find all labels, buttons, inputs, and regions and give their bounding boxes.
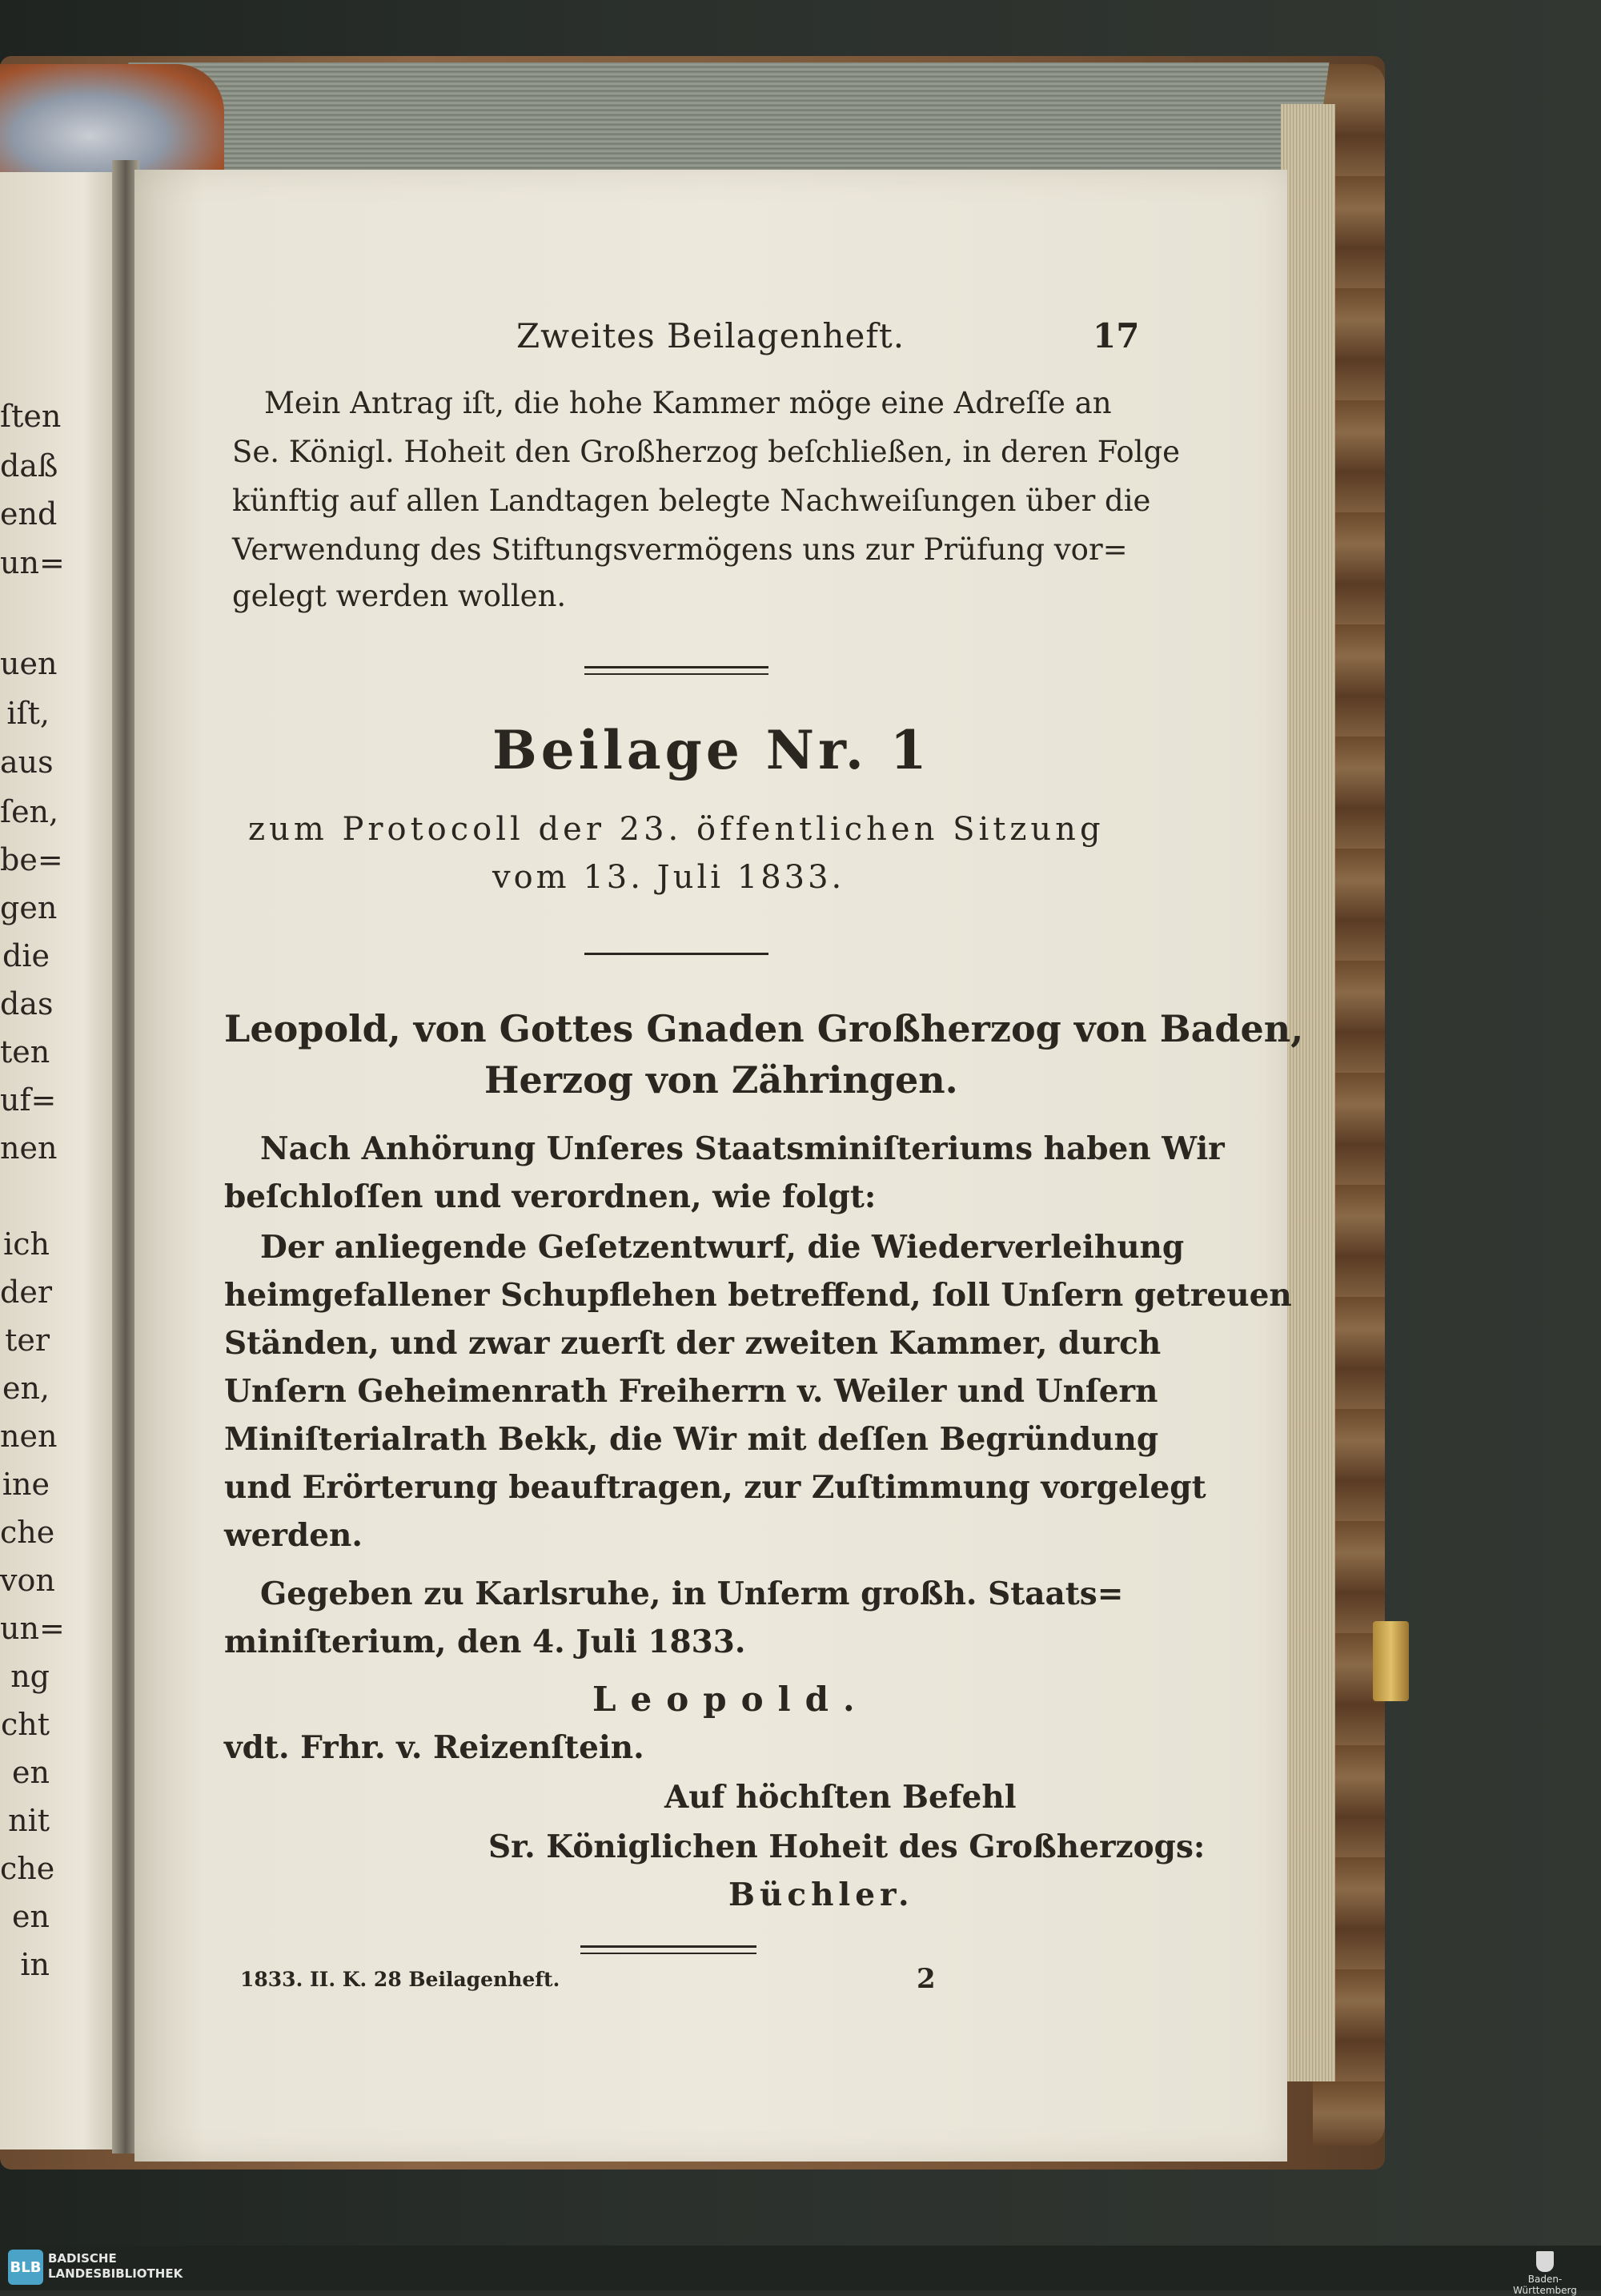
body-line: Nach Anhörung Unſeres Staatsminiſteriums haben Wir xyxy=(260,1130,1225,1167)
countersign: vdt. Frhr. v. Reizenſtein. xyxy=(224,1729,644,1766)
supplement-title: Beilage Nr. 1 xyxy=(492,719,931,781)
library-logo[interactable]: BLB xyxy=(8,2250,43,2285)
section-divider xyxy=(584,666,768,675)
left-page-fragment: be= xyxy=(0,842,63,877)
left-page-fragment: un= xyxy=(0,1611,65,1646)
left-page-fragment: en xyxy=(12,1899,50,1934)
left-page-fragment: ſen, xyxy=(0,794,59,829)
clasp xyxy=(1373,1621,1409,1701)
order-line: Sr. Königlichen Hoheit des Großherzogs: xyxy=(488,1828,1206,1865)
page-block-side-edge xyxy=(1281,104,1335,2081)
left-page-fragment: ſten xyxy=(0,399,62,434)
crest-icon xyxy=(1536,2251,1554,2272)
left-page-fragment: ng xyxy=(10,1659,50,1694)
order-line: Auf höchſten Befehl xyxy=(664,1779,1017,1816)
partner-label: Baden-Württemberg xyxy=(1513,2274,1577,2296)
left-page-fragment: nen xyxy=(0,1419,58,1454)
left-page-fragment: ich xyxy=(3,1226,50,1262)
viewer-footer xyxy=(0,2246,1601,2290)
left-page-fragment: uen xyxy=(0,646,58,681)
left-page-fragment: nen xyxy=(0,1130,58,1166)
left-page-fragment: che xyxy=(0,1851,55,1886)
decree-head: Leopold, von Gottes Gnaden Großherzog von Baden, xyxy=(224,1007,1304,1050)
left-page-fragment: gen xyxy=(0,890,58,925)
secretary: Büchler. xyxy=(728,1877,914,1913)
intro-line: Verwendung des Stiftungsvermögens uns zur Prüfung vor= xyxy=(232,532,1128,567)
body-line: Unſern Geheimenrath Freiherrn v. Weiler und Unſern xyxy=(224,1373,1158,1410)
left-page-fragment: die xyxy=(2,938,50,973)
given-line: Gegeben zu Karlsruhe, in Unſerm großh. Staats= xyxy=(260,1575,1124,1612)
left-page-fragment: das xyxy=(0,986,54,1022)
body-line: beſchloſſen und verordnen, wie folgt: xyxy=(224,1178,877,1215)
left-page-fragment: daß xyxy=(0,448,58,484)
intro-line: künftig auf allen Landtagen belegte Nachweiſungen über die xyxy=(232,484,1151,518)
footer-sheet-number: 2 xyxy=(917,1963,936,1995)
library-name xyxy=(48,2251,183,2282)
body-line: Miniſterialrath Bekk, die Wir mit deſſen Begründung xyxy=(224,1421,1159,1458)
intro-line: Se. Königl. Hoheit den Großherzog beſchließen, in deren Folge xyxy=(232,435,1181,469)
left-page-fragment: aus xyxy=(0,745,54,780)
left-page-fragment: che xyxy=(0,1515,55,1550)
title-rule xyxy=(584,953,768,955)
decree-head: Herzog von Zähringen. xyxy=(484,1058,958,1102)
subtitle-line: zum Protocoll der 23. öffentlichen Sitzung xyxy=(248,811,1105,848)
left-page-fragment: ter xyxy=(5,1323,50,1358)
page-number: 17 xyxy=(1093,316,1140,355)
intro-line: gelegt werden wollen. xyxy=(232,579,567,613)
left-page xyxy=(0,172,118,2149)
partner-logo[interactable] xyxy=(1497,2251,1593,2296)
intro-line: Mein Antrag iſt, die hohe Kammer möge eine Adreſſe an xyxy=(264,386,1112,420)
left-page-fragment: en xyxy=(12,1755,50,1790)
left-page-fragment: cht xyxy=(0,1707,50,1742)
subtitle-line: vom 13. Juli 1833. xyxy=(492,859,845,896)
left-page-fragment: ine xyxy=(2,1467,50,1502)
left-page-fragment: iſt, xyxy=(6,696,50,731)
body-line: Ständen, und zwar zuerſt der zweiten Kammer, durch xyxy=(224,1325,1162,1362)
body-line: heimgefallener Schupflehen betreffend, ſoll Unſern getreuen xyxy=(224,1277,1292,1314)
given-line: miniſterium, den 4. Juli 1833. xyxy=(224,1624,746,1660)
running-head: Zweites Beilagenheft. xyxy=(516,316,905,355)
body-line: Der anliegende Geſetzentwurf, die Wiederverleihung xyxy=(260,1229,1185,1266)
footer-divider xyxy=(580,1945,756,1954)
left-page-fragment: un= xyxy=(0,545,65,580)
library-name-line: BADISCHE xyxy=(48,2251,117,2266)
left-page-fragment: end xyxy=(0,496,58,532)
body-line: werden. xyxy=(224,1517,363,1554)
left-page-fragment: in xyxy=(20,1947,50,1982)
left-page-fragment: ten xyxy=(0,1034,50,1070)
body-line: und Erörterung beauftragen, zur Zuſtimmung vorgelegt xyxy=(224,1469,1206,1506)
page-block-top-edge xyxy=(111,62,1329,183)
left-page-fragment: en, xyxy=(2,1371,50,1406)
footer-signature-line: 1833. II. K. 28 Beilagenheft. xyxy=(240,1968,560,1991)
left-page-fragment: uf= xyxy=(0,1082,57,1118)
left-page-fragment: von xyxy=(0,1563,55,1598)
signature: Leopold. xyxy=(592,1680,869,1719)
left-page-fragment: der xyxy=(0,1274,52,1310)
library-name-line: LANDESBIBLIOTHEK xyxy=(48,2266,183,2281)
left-page-fragment: nit xyxy=(8,1803,50,1838)
